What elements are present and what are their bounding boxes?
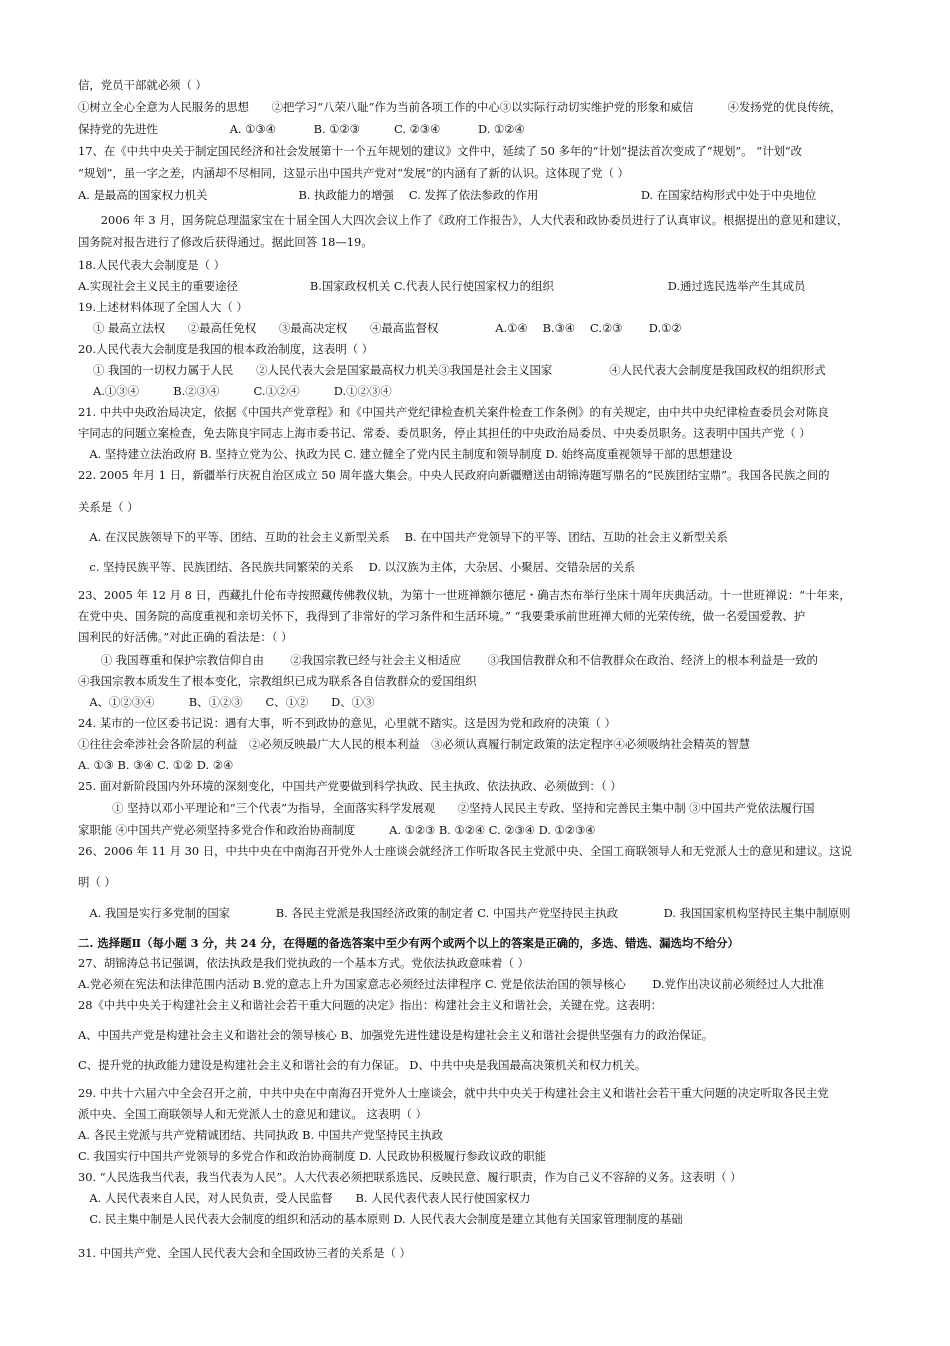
question-18: 18.人民代表大会制度是（ ） [78, 258, 226, 272]
question-27: 27、胡锦涛总书记强调，依法执政是我们党执政的一个基本方式。党依法执政意味着（ ） [78, 956, 529, 970]
question-20: 20.人民代表大会制度是我国的根本政治制度，这表明（ ） [78, 342, 374, 356]
options-28: C、提升党的执政能力建设是构建社会主义和谐社会的有力保证。 D、中共中央是我国最高决策机关和权力机关。 [78, 1058, 647, 1072]
options-19: ① 最高立法权 ②最高任免权 ③最高决定权 ④最高监督权 A.①④ B.③④ C.②③ D.①② [78, 321, 682, 335]
question-29: 29. 中共十六届六中全会召开之前，中共中央在中南海召开党外人士座谈会，就中共中央关于构建社会主义和谐社会若干重大问题的决定听取各民主党 [78, 1086, 829, 1100]
text-line: 派中央、全国工商联领导人和无党派人士的意见和建议。 这表明（ ） [78, 1107, 427, 1121]
text-line: “规划”，虽一字之差，内涵却不尽相同，这显示出中国共产党对“发展”的内涵有了新的认识。这体现了党（ ） [78, 166, 629, 180]
text-line: 在党中央、国务院的高度重视和亲切关怀下，我得到了非常好的学习条件和生活环境。” “我要秉承前世班禅大师的光荣传统，做一名爱国爱教、护 [78, 609, 806, 623]
options-29: C. 我国实行中国共产党领导的多党合作和政治协商制度 D. 人民政协积极履行参政议政的职能 [78, 1149, 546, 1163]
text-line: 关系是（ ） [78, 500, 139, 514]
question-26: 26、2006 年 11 月 30 日，中共中央在中南海召开党外人士座谈会就经济工作听取各民主党派中央、全国工商联领导人和无党派人士的意见和建议。这说 [78, 844, 853, 858]
options-17: A. 是最高的国家权力机关 B. 执政能力的增强 C. 发挥了依法参政的作用 D. 在国家结构形式中处于中央地位 [78, 188, 817, 202]
question-30: 30. “人民选我当代表，我当代表为人民”。人大代表必须把联系选民、反映民意、履行职责，作为自己义不容辞的义务。这表明（ ） [78, 1170, 742, 1184]
options-22: A. 在汉民族领导下的平等、团结、互助的社会主义新型关系 B. 在中国共产党领导下的平等、团结、互助的社会主义新型关系 [78, 530, 728, 544]
text-line: ① 坚持以邓小平理论和“三个代表”为指导，全面落实科学发展观 ②坚持人民民主专政、坚持和完善民主集中制 ③中国共产党依法履行国 [78, 801, 815, 815]
options-27: A.党必须在宪法和法律范围内活动 B.党的意志上升为国家意志必须经过法律程序 C. 党是依法治国的领导核心 D.党作出决议前必须经过人大批准 [78, 977, 825, 991]
text-line: ① 我国的一切权力属于人民 ②人民代表大会是国家最高权力机关③我国是社会主义国家 ④人民代表大会制度是我国政权的组织形式 [78, 363, 826, 377]
options-25: 家职能 ④中国共产党必须坚持多党合作和政治协商制度 A. ①②③ B. ①②④ C. ②③④ D. ①②③④ [78, 823, 596, 837]
question-19: 19.上述材料体现了全国人大（ ） [78, 300, 248, 314]
options-26: A. 我国是实行多党制的国家 B. 各民主党派是我国经济政策的制定者 C. 中国共产党坚持民主执政 D. 我国国家机构坚持民主集中制原则 [78, 906, 851, 920]
question-31: 31. 中国共产党、全国人民代表大会和全国政协三者的关系是（ ） [78, 1246, 411, 1260]
question-21: 21. 中共中央政治局决定，依据《中国共产党章程》和《中国共产党纪律检查机关案件检查工作条例》的有关规定，由中共中央纪律检查委员会对陈良 [78, 405, 829, 419]
material-paragraph: 2006 年 3 月，国务院总理温家宝在十届全国人大四次会议上作了《政府工作报告》，人大代表和政协委员进行了认真审议。根据提出的意见和建议， [78, 213, 849, 227]
options-24: A. ①③ B. ③④ C. ①② D. ②④ [78, 758, 234, 772]
options-30: A. 人民代表来自人民，对人民负责，受人民监督 B. 人民代表代表人民行使国家权力 [78, 1191, 531, 1205]
text-line: ①树立全心全意为人民服务的思想 ②把学习“八荣八耻”作为当前各项工作的中心③以实际行动切实维护党的形象和威信 ④发扬党的优良传统， [78, 100, 842, 114]
text-line: 国务院对报告进行了修改后获得通过。据此回答 18—19。 [78, 235, 373, 249]
options-29: A. 各民主党派与共产党精诚团结、共同执政 B. 中国共产党坚持民主执政 [78, 1128, 444, 1142]
text-line: 宇同志的问题立案检查，免去陈良宇同志上海市委书记、常委、委员职务，停止其担任的中央政治局委员、中央委员职务。这表明中国共产党（ ） [78, 426, 811, 440]
question-23: 23、2005 年 12 月 8 日，西藏扎什伦布寺按照藏传佛教仪轨，为第十一世班禅额尔德尼・确吉杰布举行坐床十周年庆典活动。十一世班禅说：“十年来， [78, 588, 851, 602]
options-30: C. 民主集中制是人民代表大会制度的组织和活动的基本原则 D. 人民代表大会制度是建立其他有关国家管理制度的基础 [78, 1212, 683, 1226]
text-line: 信，党员干部就必须（ ） [78, 78, 207, 92]
question-17: 17、在《中共中央关于制定国民经济和社会发展第十一个五年规划的建议》文件中，延续了 50 多年的“计划”提法首次变成了“规划”。 “计划”改 [78, 144, 803, 158]
text-line: 明（ ） [78, 875, 116, 889]
question-25: 25. 面对新阶段国内外环境的深刻变化，中国共产党要做到科学执政、民主执政、依法执政、必须做到：（ ） [78, 779, 622, 793]
question-22: 22. 2005 年月 1 日，新疆举行庆祝自治区成立 50 周年盛大集会。中央人民政府向新疆赠送由胡锦涛题写鼎名的“民族团结宝鼎”。我国各民族之间的 [78, 468, 830, 482]
question-24: 24. 某市的一位区委书记说：遇有大事，听不到政协的意见，心里就不踏实。这是因为党和政府的决策（ ） [78, 716, 616, 730]
options-20: A.①③④ B.②③④ C.①②④ D.①②③④ [78, 384, 392, 398]
section-heading: 二. 选择题Ⅱ（每小题 3 分，共 24 分，在得题的备选答案中至少有两个或两个以上的答案是正确的，多选、错选、漏选均不给分） [78, 936, 739, 950]
options-21: A. 坚持建立法治政府 B. 坚持立党为公、执政为民 C. 建立健全了党内民主制度和领导制度 D. 始终高度重视领导干部的思想建设 [78, 447, 733, 461]
options-22: c. 坚持民族平等、民族团结、各民族共同繁荣的关系 D. 以汉族为主体，大杂居、小聚居、交错杂居的关系 [78, 560, 636, 574]
options-18: A.实现社会主义民主的重要途径 B.国家政权机关 C.代表人民行使国家权力的组织 D.通过选民选举产生其成员 [78, 279, 806, 293]
text-line: ①往往会牵涉社会各阶层的利益 ②必须反映最广大人民的根本利益 ③必须认真履行制定政策的法定程序④必须吸纳社会精英的智慧 [78, 737, 751, 751]
question-28: 28《中共中央关于构建社会主义和谐社会若干重大问题的决定》指出：构建社会主义和谐社会，关键在党。这表明： [78, 998, 663, 1012]
text-line: 国利民的好活佛。”对此正确的看法是：（ ） [78, 630, 293, 644]
options-23: A、①②③④ B、①②③ C、①② D、①③ [78, 695, 375, 709]
text-line: ④我国宗教本质发生了根本变化，宗教组织已成为联系各自信教群众的爱国组织 [78, 674, 477, 688]
options-28: A、中国共产党是构建社会主义和谐社会的领导核心 B、加强党先进性建设是构建社会主义和谐社会提供坚强有力的政治保证。 [78, 1028, 714, 1042]
text-line: ① 我国尊重和保护宗教信仰自由 ②我国宗教已经与社会主义相适应 ③我国信教群众和不信教群众在政治、经济上的根本利益是一致的 [78, 653, 818, 667]
text-line: 保持党的先进性 A. ①③④ B. ①②③ C. ②③④ D. ①②④ [78, 122, 525, 136]
